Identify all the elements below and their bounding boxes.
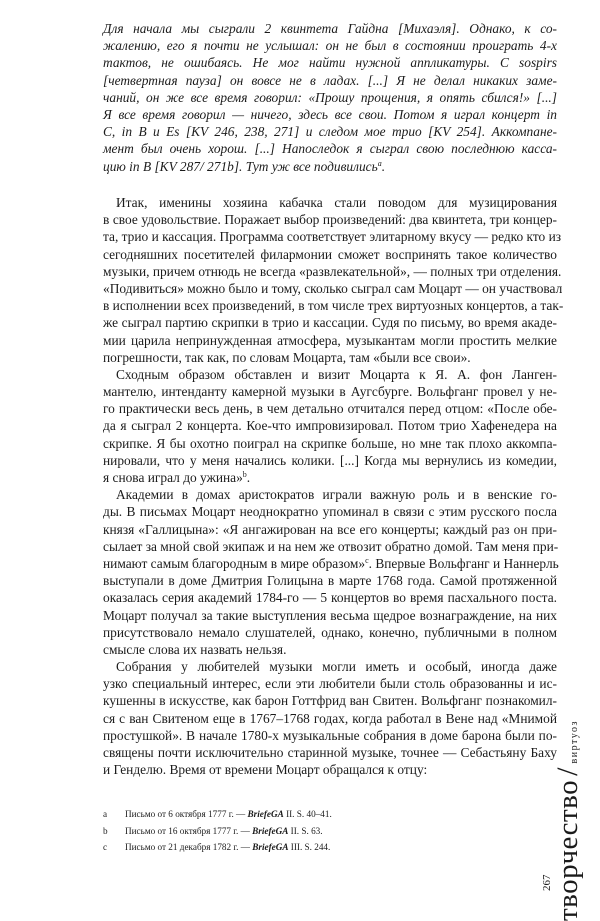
line-text: кушенны в искусстве, как барон Готтфрид ван Свитен. Вольфганг познакомил- [103,693,557,709]
text-line [103,332,557,349]
footnote-post: III. S. 244. [288,842,331,853]
line-text: да я сыграл 2 концерта. Кое-что импровизировал. Потом трио Хафенедера на [103,418,557,434]
line-tail: . [246,470,251,485]
text-line [103,383,557,400]
text-line [103,280,563,297]
text-line [103,211,557,228]
text-line [103,589,557,606]
footnote-source: BriefeGA [252,825,289,836]
text-line [103,263,562,280]
text-line [103,607,557,624]
line-text: я снова играл до ужина» [103,470,243,485]
footnote-source: BriefeGA [252,842,289,853]
text-line [103,452,557,469]
text-line [103,710,557,727]
text-line [103,417,557,434]
page-number: 267 [541,874,553,891]
line-text: в свое удовольствие. Поражает выбор произведений: два квинтета, три концер- [103,212,557,228]
line-tail: . [381,158,386,174]
footnote-text [125,806,332,823]
text-line [103,555,557,572]
line-text: Я все время говорил — ничего, здесь все свои. Потом я играл концерт in [103,106,557,122]
line-text: мент был очень хорош. [...] Напоследок я сыграл свою последнюю касса- [103,141,557,157]
text-line [103,761,557,778]
footnote-source: BriefeGA [247,809,284,819]
line-text: Сходным образом обставлен и визит Моцарта к Я. А. фон Ланген- [116,366,557,382]
line-text: нимают самым благородным в мире образом» [103,555,366,571]
line-text: скрипке. Я бы охотно поиграл на скрипке больше, но мне так плохо аккомпа- [103,435,557,451]
footnote-mark: b [103,825,108,836]
footnote-pre: Письмо от 6 октября 1777 г. — [125,809,248,819]
line-text: смысле слова их назвать нельзя. [103,641,287,657]
line-text: присутствовало немало слушателей, однако, конечно, публичными в полном [103,624,557,640]
line-text: Академии в домах аристократов играли важную роль и в венские го- [116,487,557,503]
line-text: сегодняшних посетителей филармонии сможет воспринять такое количество [103,246,557,262]
footnote-pre: Письмо от 16 октября 1777 г. — [125,825,253,836]
text-line [103,469,557,486]
running-head-section: творчество [552,779,584,921]
line-text: оказалась серия академий 1784-го — 5 концертов во время пасхального поста. [103,590,557,606]
text-line [103,675,557,692]
text-line [103,228,562,245]
line-text: та, трио и кассация. Программа соответствует элитарному вкусу — редко кто из [103,229,562,245]
footnote [103,823,332,840]
line-text: ды. В письмах Моцарт неоднократно упоминал в связи с этим русского посла [103,504,557,520]
footnote-post: II. S. 40–41. [283,809,332,819]
text-line [103,400,557,417]
text-line [103,486,557,503]
body-text [103,194,564,778]
footnote-pre: Письмо от 21 декабря 1782 г. — [125,842,253,853]
running-head [553,720,590,921]
line-text: князя «Галлицына»: «Я ангажирован на все его концерты; каждый раз он при- [103,521,557,537]
footnote-ref: b [242,470,247,479]
footnote-text [125,839,330,856]
text-line [103,314,557,331]
text-line [103,366,557,383]
line-text: же сыграл партию скрипки в трио и кассации. Судя по письму, во время акаде- [103,315,557,331]
footnote-mark: c [103,842,108,853]
text-line [103,572,557,589]
line-text: жалению, его я почти не услышал: он не был в состоянии проиграть 4-х [103,38,557,54]
text-line [103,538,557,555]
line-text: цию in B [KV 287/ 271b]. Тут уж все подивились [103,158,378,174]
line-text: нировали, что у меня начались колики. [...] Когда мы вернулись из комедии, [103,452,557,468]
line-text: чаний, он же все время говорил: «Прошу прощения, я опять сбился!» [...] [103,89,557,105]
line-text: C, in B и Es [KV 246, 238, 271] и следом мое трио [KV 254]. Аккомпане- [103,124,557,140]
line-text: сылает за мной свой экипаж и на нем же отвозит обратно домой. Там меня при- [103,538,559,554]
text-line [103,106,557,123]
footnote [103,806,332,823]
line-text: священы почти исключительно старинной музыке, точнее — Себастьяну Баху [103,745,557,760]
text-line [103,158,557,175]
text-line [103,658,557,675]
footnote-mark: a [103,809,108,819]
line-text: Собрания у любителей музыки могли иметь и особый, иногда даже [116,659,557,675]
line-text: и Генделю. Время от времени Моцарт обращался к отцу: [103,762,428,778]
letter-quote [103,20,557,175]
line-text: мии царила непринужденная атмосфера, музыкантам могли простить мелкие [103,332,557,348]
text-line [103,727,557,744]
line-text: узко специальный интерес, если эти любители были столь образованны и ис- [103,676,557,692]
line-text: Моцарт получал за такие выступления весьма щедрое вознаграждение, на них [103,607,557,623]
line-text: [четвертная пауза] он вовсе не в ладах. [...] Я не делал никаких заме- [103,72,557,88]
footnote-ref: c [365,555,369,565]
line-text: тактов, не ошибаясь. Не мог найти нужной аппликатуры. С sospirs [103,55,557,71]
running-head-subsection: виртуоз [569,720,580,764]
line-text: в исполнении всех произведений, в том числе трех виртуозных концертов, а так- [103,298,564,314]
text-line [103,297,564,314]
text-line [103,37,557,54]
line-text: мантелю, интенданту камерной музыки в Аугсбурге. Вольфганг провел у не- [103,384,557,400]
footnote-text [125,823,323,840]
running-head-separator: / [551,767,584,776]
text-line [103,521,557,538]
text-line [103,246,557,263]
line-text: «Подивиться» можно было и тому, сколько сыграл сам Моцарт — он участвовал [103,280,563,296]
line-text: погрешности, так как, по словам Моцарта, там «были все свои». [103,349,471,365]
line-tail: . Впервые Вольфганг и Наннерль [368,555,559,571]
line-text: простушкой». В начале 1780-х музыкальные собрания в доме барона были по- [103,727,557,743]
text-line [103,692,557,709]
text-line [103,503,557,520]
line-text: музыки, причем отнюдь не всегда «развлекательной», — полных три отделения. [103,263,562,279]
line-text: ся с ван Свитеном еще в 1767–1768 годах, когда работал в Вене над «Мнимой [103,710,557,726]
footnote-post: II. S. 63. [288,825,323,836]
text-line [103,349,557,366]
text-line [103,20,557,37]
line-text: Для начала мы сыграли 2 квинтета Гайдна [Михаэля]. Однако, к со- [103,21,557,36]
footnote-ref: a [377,158,382,168]
footnotes [103,806,332,856]
text-line [103,72,557,89]
text-line [103,744,557,761]
text-line [103,435,557,452]
footnote [103,839,332,856]
line-text: Итак, именины хозяина кабачка стали поводом для музицирования [116,195,557,210]
line-text: го практически весь день, в чем детально отчитался перед отцом: «После обе- [103,401,557,417]
text-line [103,140,557,157]
text-line [103,123,557,140]
text-line [103,89,557,106]
text-line [103,194,557,211]
line-text: выступали в доме Дмитрия Голицына в марте 1768 года. Самой протяженной [103,573,557,589]
text-line [103,641,557,658]
text-line [103,624,557,641]
text-line [103,54,557,71]
